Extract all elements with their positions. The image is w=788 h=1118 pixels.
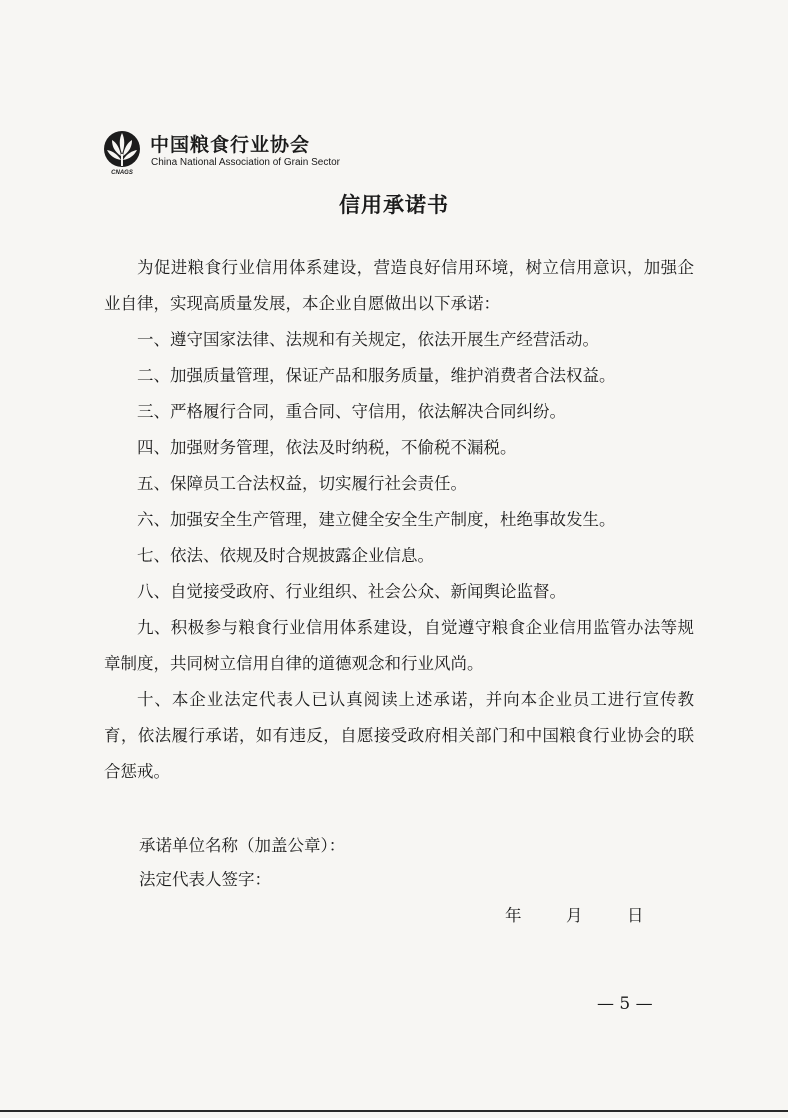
intro-paragraph: 为促进粮食行业信用体系建设，营造良好信用环境，树立信用意识，加强企业自律，实现高质量发展，本企业自愿做出以下承诺：: [104, 258, 694, 313]
association-name-cn: 中国粮食行业协会: [150, 134, 311, 156]
commitment-item-3: 三、严格履行合同，重合同、守信用，依法解决合同纠纷。: [137, 402, 566, 421]
legal-rep-signature-label: 法定代表人签字：: [139, 870, 271, 889]
commitment-item-7: 七、依法、依规及时合规披露企业信息。: [137, 546, 434, 565]
page-number: — 5 —: [597, 994, 653, 1014]
commitment-item-5: 五、保障员工合法权益，切实履行社会责任。: [137, 474, 467, 493]
commitment-item-2: 二、加强质量管理，保证产品和服务质量，维护消费者合法权益。: [137, 366, 616, 385]
association-name-en: China National Association of Grain Sector: [151, 157, 340, 168]
signing-unit-label: 承诺单位名称（加盖公章）：: [139, 836, 346, 855]
logo-abbr: CNAGS: [111, 170, 133, 176]
document-body: [104, 250, 694, 790]
commitment-item-1: 一、遵守国家法律、法规和有关规定，依法开展生产经营活动。: [137, 330, 599, 349]
commitment-item-10: 十、本企业法定代表人已认真阅读上述承诺，并向本企业员工进行宣传教育，依法履行承诺，如有违反，自愿接受政府相关部门和中国粮食行业协会的联合惩戒。: [104, 690, 694, 781]
wheat-ear-logo-icon: [100, 128, 144, 176]
commitment-item-8: 八、自觉接受政府、行业组织、社会公众、新闻舆论监督。: [137, 582, 566, 601]
commitment-item-9: 九、积极参与粮食行业信用体系建设，自觉遵守粮食企业信用监管办法等规章制度，共同树立信用自律的道德观念和行业风尚。: [104, 618, 694, 673]
commitment-item-4: 四、加强财务管理，依法及时纳税，不偷税不漏税。: [137, 438, 517, 457]
bottom-edge-line: [0, 1110, 788, 1112]
document-title: 信用承诺书: [339, 192, 449, 217]
date-day-label: 日: [627, 906, 644, 925]
commitment-item-6: 六、加强安全生产管理，建立健全安全生产制度，杜绝事故发生。: [137, 510, 616, 529]
date-year-label: 年: [505, 906, 522, 925]
association-logo: [100, 128, 360, 176]
date-month-label: 月: [566, 906, 583, 925]
